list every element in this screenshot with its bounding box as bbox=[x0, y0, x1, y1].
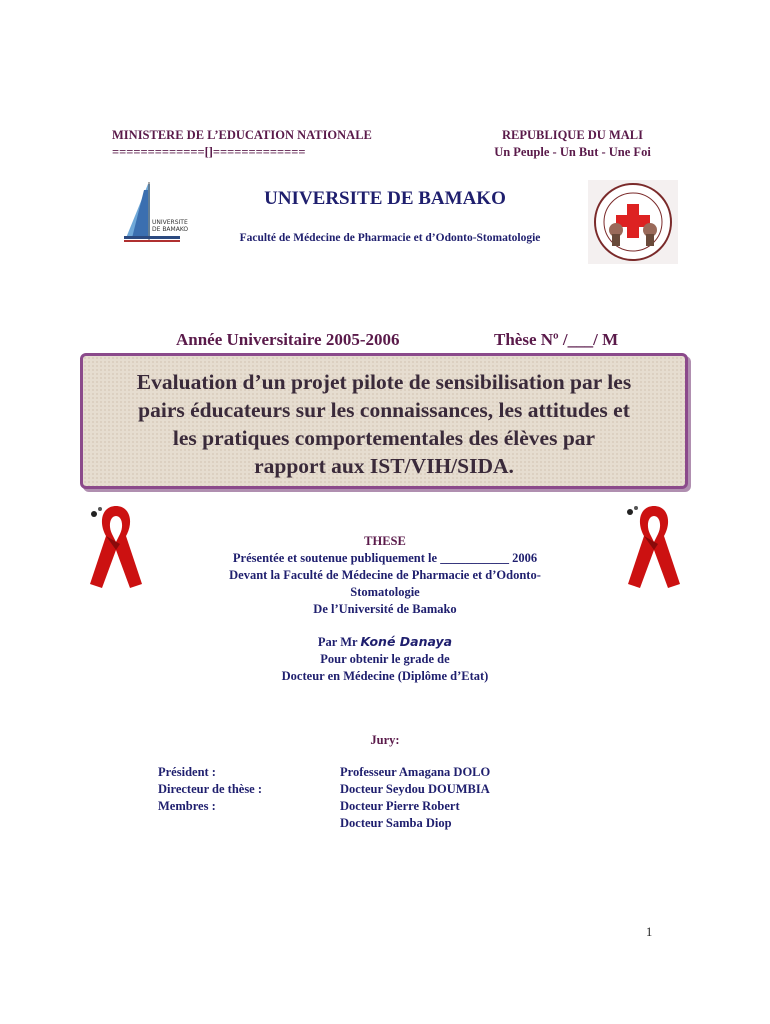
thesis-title bbox=[91, 368, 677, 480]
author-block bbox=[180, 633, 590, 685]
page-number: 1 bbox=[646, 925, 653, 939]
author-prefix: Par Mr bbox=[317, 635, 361, 649]
thesis-number: Thèse Nº /___/ M bbox=[494, 330, 619, 349]
presentation-line: Stomatologie bbox=[350, 585, 420, 599]
university-name: UNIVERSITE DE BAMAKO bbox=[264, 188, 506, 209]
jury-label: Jury: bbox=[370, 733, 400, 747]
red-ribbon-icon bbox=[618, 500, 690, 592]
jury-member: Professeur Amagana DOLO bbox=[340, 765, 491, 779]
logo-text-line2: DE BAMAKO bbox=[152, 226, 189, 233]
faculty-name: Faculté de Médecine de Pharmacie et d’Odonto-Stomatologie bbox=[239, 232, 541, 244]
degree-name: Docteur en Médecine (Diplôme d’Etat) bbox=[281, 669, 489, 683]
jury-names bbox=[340, 764, 490, 832]
jury-member: Docteur Pierre Robert bbox=[340, 799, 460, 813]
presentation-block bbox=[180, 533, 590, 618]
jury-roles bbox=[158, 764, 262, 815]
author-line bbox=[180, 633, 590, 651]
thesis-title-line: Evaluation d’un projet pilote de sensibilisation par les bbox=[136, 370, 632, 394]
red-ribbon-icon bbox=[84, 500, 148, 592]
republic-name: REPUBLIQUE DU MALI bbox=[502, 128, 643, 142]
presentation-line: Présentée et soutenue publiquement le ___________ 2006 bbox=[232, 551, 538, 565]
jury-role: Président : bbox=[158, 765, 216, 779]
republic-header bbox=[460, 127, 685, 161]
jury-role: Membres : bbox=[158, 799, 216, 813]
academic-year: Année Universitaire 2005-2006 bbox=[176, 330, 400, 349]
thesis-title-line: rapport aux IST/VIH/SIDA. bbox=[254, 454, 514, 478]
ministry-name: MINISTERE DE L’EDUCATION NATIONALE bbox=[112, 128, 372, 142]
thesis-title-line: pairs éducateurs sur les connaissances, les attitudes et bbox=[138, 398, 630, 422]
ministry-header bbox=[112, 127, 412, 161]
jury-member: Docteur Samba Diop bbox=[340, 816, 452, 830]
thesis-title-line: les pratiques comportementales des élèves par bbox=[172, 426, 596, 450]
ministry-divider: =============[]============= bbox=[112, 145, 306, 159]
national-motto: Un Peuple - Un But - Une Foi bbox=[494, 145, 651, 159]
jury-role: Directeur de thèse : bbox=[158, 782, 263, 796]
jury-member: Docteur Seydou DOUMBIA bbox=[340, 782, 490, 796]
logo-text-line1: UNIVERSITE bbox=[152, 219, 188, 226]
thesis-title-box bbox=[80, 353, 688, 489]
author-name: Koné Danaya bbox=[360, 634, 453, 649]
presentation-line: De l’Université de Bamako bbox=[313, 602, 457, 616]
degree-line: Pour obtenir le grade de bbox=[320, 652, 450, 666]
these-label: THESE bbox=[364, 534, 406, 548]
presentation-line: Devant la Faculté de Médecine de Pharmacie et d’Odonto- bbox=[229, 568, 541, 582]
